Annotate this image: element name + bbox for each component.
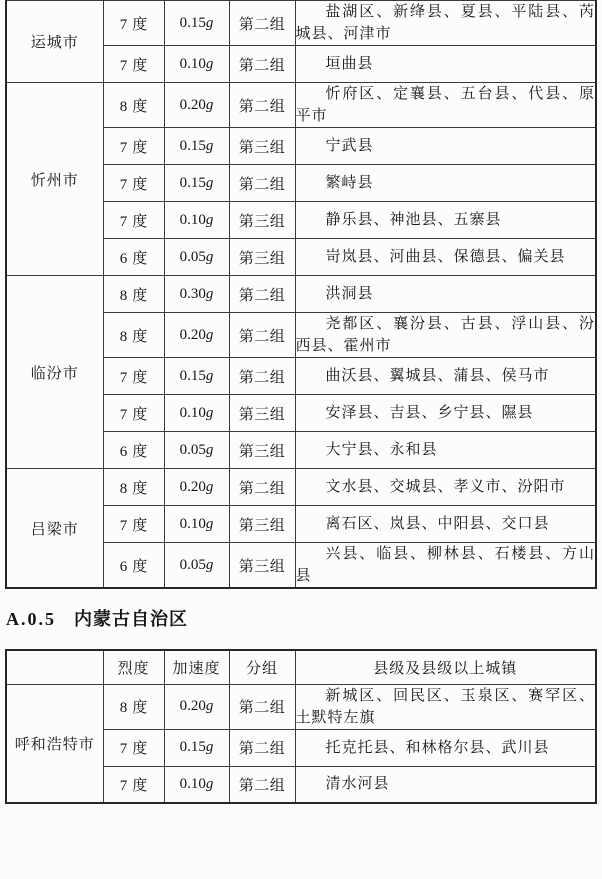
group-cell: 第三组 (229, 543, 295, 589)
acceleration-value: 0.30 (179, 285, 206, 302)
acceleration-value: 0.20 (179, 698, 206, 714)
intensity-unit: 度 (132, 777, 148, 794)
intensity-unit: 度 (132, 700, 148, 716)
acceleration-unit: g (205, 248, 214, 265)
acceleration-unit: g (205, 739, 214, 755)
intensity-cell (103, 469, 164, 506)
table-row (6, 684, 596, 729)
table-row (6, 1, 596, 46)
acceleration-cell (164, 432, 229, 469)
acceleration-unit: g (205, 55, 214, 72)
intensity-unit: 度 (132, 369, 148, 386)
towns-text: 繁峙县 (325, 175, 374, 191)
towns-text: 洪洞县 (325, 286, 374, 302)
intensity-value: 7 (119, 406, 128, 423)
intensity-cell (103, 395, 164, 432)
acceleration-unit: g (205, 775, 214, 792)
acceleration-value: 0.05 (179, 556, 206, 573)
acceleration-unit: g (205, 326, 214, 343)
towns-cell (295, 83, 596, 128)
towns-text: 曲沃县、翼城县、蒲县、侯马市 (325, 368, 550, 384)
acceleration-unit: g (205, 556, 214, 573)
acceleration-value: 0.20 (179, 326, 206, 343)
towns-cell (295, 276, 596, 313)
intensity-value: 7 (119, 176, 128, 193)
acceleration-cell (164, 202, 229, 239)
acceleration-unit: g (205, 14, 214, 31)
towns-cell (295, 239, 596, 276)
acceleration-cell (164, 543, 229, 589)
group-cell: 第二组 (229, 766, 295, 803)
intensity-value: 7 (119, 57, 128, 74)
table-row (6, 469, 596, 506)
group-cell: 第三组 (229, 395, 295, 432)
intensity-cell (103, 1, 164, 46)
towns-text: 大宁县、永和县 (325, 442, 438, 458)
intensity-value: 8 (119, 98, 128, 115)
table-header-row (6, 650, 596, 684)
towns-cell (295, 543, 596, 589)
intensity-unit: 度 (132, 406, 148, 423)
intensity-unit: 度 (132, 213, 148, 230)
group-cell: 第二组 (229, 1, 295, 46)
intensity-unit: 度 (132, 57, 148, 74)
intensity-unit: 度 (132, 741, 148, 757)
intensity-value: 7 (119, 139, 128, 156)
acceleration-value: 0.15 (179, 739, 206, 755)
intensity-value: 7 (119, 517, 128, 534)
intensity-unit: 度 (132, 328, 148, 345)
intensity-cell (103, 543, 164, 589)
intensity-value: 7 (119, 213, 128, 230)
towns-text: 垣曲县 (325, 56, 374, 72)
towns-cell (295, 1, 596, 46)
city-cell: 忻州市 (6, 83, 103, 276)
intensity-cell (103, 729, 164, 766)
intensity-cell (103, 358, 164, 395)
intensity-unit: 度 (132, 517, 148, 534)
intensity-value: 6 (119, 443, 128, 460)
seismic-table-inner-mongolia (5, 649, 597, 804)
city-cell: 运城市 (6, 1, 103, 83)
group-cell: 第三组 (229, 506, 295, 543)
col-header-towns: 县级及县级以上城镇 (295, 650, 596, 684)
acceleration-cell (164, 83, 229, 128)
acceleration-value: 0.10 (179, 515, 206, 532)
acceleration-cell (164, 165, 229, 202)
towns-text: 离石区、岚县、中阳县、交口县 (325, 516, 550, 532)
intensity-cell (103, 239, 164, 276)
towns-cell (295, 432, 596, 469)
group-cell: 第二组 (229, 313, 295, 358)
acceleration-value: 0.15 (179, 14, 206, 31)
intensity-unit: 度 (132, 139, 148, 156)
group-cell: 第二组 (229, 469, 295, 506)
intensity-unit: 度 (132, 176, 148, 193)
acceleration-cell (164, 128, 229, 165)
intensity-cell (103, 46, 164, 83)
acceleration-value: 0.05 (179, 441, 206, 458)
acceleration-value: 0.20 (179, 96, 206, 113)
group-cell: 第二组 (229, 165, 295, 202)
towns-text: 静乐县、神池县、五寨县 (325, 212, 502, 228)
towns-text: 宁武县 (325, 138, 374, 154)
table-row (6, 83, 596, 128)
intensity-value: 6 (119, 558, 128, 575)
intensity-cell (103, 202, 164, 239)
acceleration-cell (164, 395, 229, 432)
acceleration-unit: g (205, 367, 214, 384)
acceleration-unit: g (205, 211, 214, 228)
acceleration-unit: g (205, 698, 214, 714)
intensity-unit: 度 (132, 480, 148, 497)
city-cell: 吕梁市 (6, 469, 103, 589)
intensity-cell (103, 276, 164, 313)
acceleration-unit: g (205, 96, 214, 113)
acceleration-value: 0.10 (179, 211, 206, 228)
acceleration-unit: g (205, 137, 214, 154)
intensity-unit: 度 (132, 250, 148, 267)
acceleration-value: 0.15 (179, 137, 206, 154)
group-cell: 第三组 (229, 128, 295, 165)
acceleration-unit: g (205, 404, 214, 421)
intensity-cell (103, 313, 164, 358)
towns-cell (295, 46, 596, 83)
intensity-value: 7 (119, 741, 128, 757)
intensity-cell (103, 432, 164, 469)
acceleration-unit: g (205, 515, 214, 532)
intensity-cell (103, 165, 164, 202)
acceleration-value: 0.10 (179, 404, 206, 421)
intensity-cell (103, 766, 164, 803)
towns-text: 尧都区、襄汾县、古县、浮山县、汾西县、霍州市 (295, 316, 595, 354)
towns-cell (295, 358, 596, 395)
section-title: 内蒙古自治区 (74, 609, 188, 629)
intensity-value: 8 (119, 700, 128, 716)
col-header-intensity: 烈度 (103, 650, 164, 684)
towns-cell (295, 766, 596, 803)
city-cell: 呼和浩特市 (6, 684, 103, 803)
acceleration-cell (164, 276, 229, 313)
intensity-unit: 度 (132, 443, 148, 460)
towns-cell (295, 469, 596, 506)
intensity-cell (103, 128, 164, 165)
acceleration-value: 0.15 (179, 367, 206, 384)
col-header-city (6, 650, 103, 684)
table-row (6, 276, 596, 313)
towns-text: 盐湖区、新绛县、夏县、平陆县、芮城县、河津市 (295, 4, 595, 42)
col-header-group: 分组 (229, 650, 295, 684)
towns-text: 托克托县、和林格尔县、武川县 (325, 739, 550, 756)
group-cell: 第二组 (229, 684, 295, 729)
intensity-value: 8 (119, 328, 128, 345)
group-cell: 第二组 (229, 276, 295, 313)
seismic-table-shanxi (5, 0, 597, 589)
group-cell: 第三组 (229, 202, 295, 239)
group-cell: 第二组 (229, 46, 295, 83)
towns-text: 岢岚县、河曲县、保德县、偏关县 (325, 249, 566, 265)
acceleration-value: 0.15 (179, 174, 206, 191)
acceleration-cell (164, 766, 229, 803)
acceleration-cell (164, 358, 229, 395)
towns-cell (295, 729, 596, 766)
col-header-acceleration: 加速度 (164, 650, 229, 684)
intensity-value: 8 (119, 287, 128, 304)
group-cell: 第三组 (229, 432, 295, 469)
towns-cell (295, 165, 596, 202)
group-cell: 第三组 (229, 239, 295, 276)
towns-cell (295, 313, 596, 358)
towns-cell (295, 128, 596, 165)
city-cell: 临汾市 (6, 276, 103, 469)
group-cell: 第二组 (229, 358, 295, 395)
acceleration-unit: g (205, 174, 214, 191)
towns-text: 兴县、临县、柳林县、石楼县、方山县 (295, 546, 595, 584)
acceleration-cell (164, 239, 229, 276)
towns-cell (295, 506, 596, 543)
towns-cell (295, 395, 596, 432)
acceleration-value: 0.10 (179, 55, 206, 72)
towns-text: 新城区、回民区、玉泉区、赛罕区、土默特左旗 (295, 687, 595, 726)
intensity-value: 8 (119, 480, 128, 497)
intensity-cell (103, 684, 164, 729)
towns-cell (295, 202, 596, 239)
acceleration-value: 0.05 (179, 248, 206, 265)
acceleration-cell (164, 729, 229, 766)
acceleration-cell (164, 684, 229, 729)
acceleration-cell (164, 1, 229, 46)
group-cell: 第二组 (229, 83, 295, 128)
section-heading (6, 606, 597, 632)
acceleration-unit: g (205, 441, 214, 458)
acceleration-cell (164, 46, 229, 83)
acceleration-cell (164, 313, 229, 358)
acceleration-value: 0.10 (179, 775, 206, 792)
towns-cell (295, 684, 596, 729)
section-number: A.0.5 (6, 609, 56, 629)
acceleration-unit: g (205, 285, 214, 302)
intensity-value: 7 (119, 777, 128, 794)
intensity-value: 6 (119, 250, 128, 267)
acceleration-unit: g (205, 478, 214, 495)
intensity-cell (103, 83, 164, 128)
intensity-unit: 度 (132, 16, 148, 33)
towns-text: 忻府区、定襄县、五台县、代县、原平市 (295, 86, 595, 124)
acceleration-cell (164, 506, 229, 543)
intensity-cell (103, 506, 164, 543)
towns-text: 清水河县 (325, 776, 390, 793)
acceleration-cell (164, 469, 229, 506)
intensity-value: 7 (119, 16, 128, 33)
intensity-unit: 度 (132, 98, 148, 115)
group-cell: 第二组 (229, 729, 295, 766)
acceleration-value: 0.20 (179, 478, 206, 495)
towns-text: 安泽县、吉县、乡宁县、隰县 (325, 405, 534, 421)
intensity-value: 7 (119, 369, 128, 386)
intensity-unit: 度 (132, 287, 148, 304)
intensity-unit: 度 (132, 558, 148, 575)
towns-text: 文水县、交城县、孝义市、汾阳市 (325, 479, 566, 495)
